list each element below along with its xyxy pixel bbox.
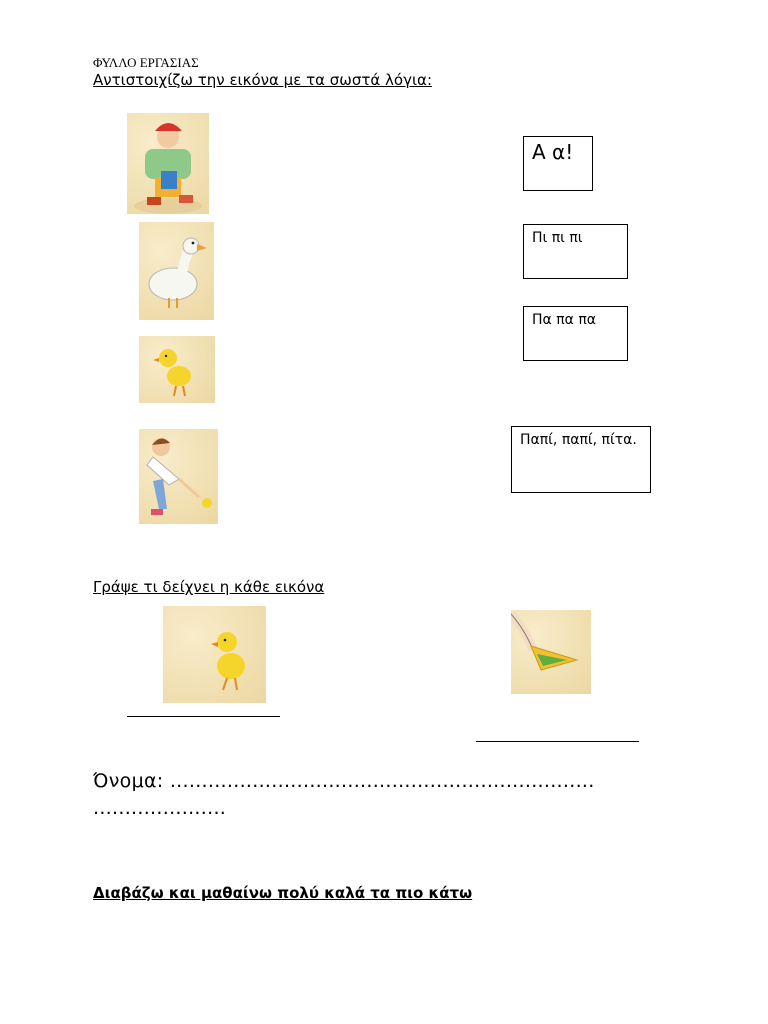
- name-label: Όνομα:: [93, 770, 164, 792]
- write-instruction: Γράψε τι δείχνει η κάθε εικόνα: [93, 578, 325, 596]
- phrase-box-a: Α α!: [523, 136, 593, 191]
- duckling-image-2: [163, 606, 266, 703]
- name-dots: ...................................................................: [169, 770, 595, 792]
- phrase-box-pi: Πι πι πι: [523, 224, 628, 279]
- matching-instruction: Αντιστοιχίζω την εικόνα με τα σωστά λόγια:: [93, 71, 433, 89]
- boy-sandbox-image: [127, 113, 209, 214]
- footer-instruction: Διαβάζω και μαθαίνω πολύ καλά τα πιο κάτω: [93, 884, 473, 902]
- worksheet-title: ΦΥΛΛΟ ΕΡΓΑΣΙΑΣ: [93, 55, 199, 70]
- answer-line-1[interactable]: [127, 716, 280, 717]
- name-field-row[interactable]: [93, 770, 595, 792]
- name-dots-continued: .....................: [93, 797, 227, 819]
- duckling-image: [139, 336, 215, 403]
- pie-image: [511, 610, 591, 694]
- boy-duckling-image: [139, 429, 218, 524]
- phrase-box-pa: Πα πα πα: [523, 306, 628, 361]
- goose-image: [139, 222, 214, 320]
- answer-line-2[interactable]: [476, 741, 639, 742]
- phrase-box-papi: Παπί, παπί, πίτα.: [511, 426, 651, 493]
